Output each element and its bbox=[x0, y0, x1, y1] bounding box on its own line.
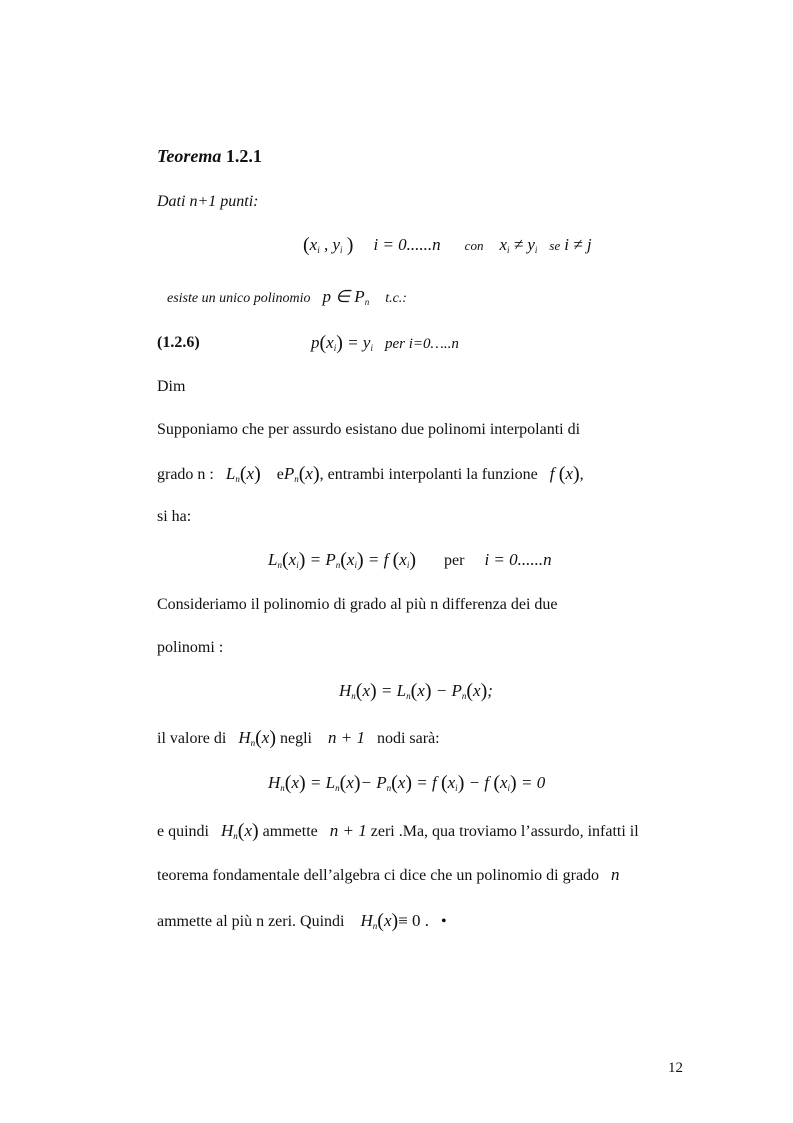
math-Hn-zero: $H_n(x) = L_n(x)- P_n(x) = f$ $(x_i) - f$ $(x_i) = 0$ bbox=[268, 772, 546, 794]
intro-text: Dati n+1 punti: bbox=[157, 193, 259, 210]
para4-line3-b: ≡ 0 . bbox=[398, 911, 430, 930]
math-Ln: $L_n(x)$ bbox=[225, 463, 261, 485]
math-Hn-2: $H_n(x)$ bbox=[221, 820, 259, 842]
math-Hn: $H_n(x)$ bbox=[238, 727, 276, 749]
per-range: per i=0…..n bbox=[384, 336, 459, 352]
para3-c: n + 1 bbox=[327, 728, 365, 747]
para3-a: il valore di bbox=[157, 730, 227, 747]
con-word: con bbox=[464, 238, 484, 253]
eq2-range: i = 0......n bbox=[484, 550, 552, 569]
page-number: 12 bbox=[668, 1060, 683, 1076]
math-Hn-3: $H_n(x)$ bbox=[360, 910, 399, 932]
math-Pn: $P_n(x)$ bbox=[283, 463, 320, 485]
para4-line1-d: zeri .Ma, qua troviamo l’assurdo, infatti il bbox=[370, 823, 639, 840]
para1-line2-a: grado n : bbox=[157, 466, 214, 483]
math-point: ($x_i$ , $y_i$ ) bbox=[303, 234, 354, 256]
para1-line2-b: e bbox=[276, 466, 284, 483]
para1-line1: Supponiamo che per assurdo esistano due polinomi interpolanti di bbox=[157, 421, 581, 438]
equation-1-2-6 bbox=[311, 332, 459, 358]
para3-d: nodi sarà: bbox=[376, 730, 440, 747]
theorem-title: Teorema bbox=[157, 146, 222, 166]
math-ij: i ≠ j bbox=[564, 235, 592, 254]
para3 bbox=[157, 727, 440, 753]
math-p-in-Pn: p ∈ $P_n$ bbox=[322, 287, 370, 307]
math-fx: f (x) bbox=[549, 463, 580, 485]
dim-label: Dim bbox=[157, 378, 186, 395]
para4-line2-n: n bbox=[611, 865, 620, 884]
exists-text: esiste un unico polinomio bbox=[167, 291, 311, 306]
equation-4 bbox=[268, 772, 545, 798]
para4-line3 bbox=[157, 910, 447, 936]
para4-line2-text: teorema fondamentale dell’algebra ci dice che un polinomio di grado bbox=[157, 867, 600, 884]
para4-line1-a: e quindi bbox=[157, 823, 209, 840]
para4-line3-a: ammette al più n zeri. Quindi bbox=[157, 913, 345, 930]
math-Hn-def: $H_n(x) = L_n(x) - P_n(x)$; bbox=[339, 680, 493, 702]
condition-line bbox=[303, 234, 592, 260]
math-neq: $x_i \ne y_i$ bbox=[499, 235, 538, 255]
equation-2 bbox=[268, 549, 552, 575]
math-equal-chain: $L_n(x_i) = P_n(x_i) = f$ $(x_i)$ bbox=[268, 549, 416, 571]
math-range: i = 0......n bbox=[373, 235, 441, 254]
para2-line1: Consideriamo il polinomio di grado al più n differenza dei due bbox=[157, 596, 558, 613]
para1-line3: si ha: bbox=[157, 508, 192, 525]
tc-text: t.c.: bbox=[385, 291, 407, 306]
para4-line1-c: n + 1 bbox=[329, 821, 367, 840]
para4-line1-b: ammette bbox=[262, 823, 318, 840]
para2-line2: polinomi : bbox=[157, 639, 224, 656]
para1-line2-c: , entrambi interpolanti la funzione bbox=[319, 466, 538, 483]
para3-b: negli bbox=[279, 730, 312, 747]
math-interp-condition: $p(x_i) = y_i$ bbox=[311, 332, 373, 354]
equation-label: (1.2.6) bbox=[157, 334, 200, 351]
qed-bullet: • bbox=[441, 913, 447, 930]
equation-3 bbox=[339, 680, 493, 706]
theorem-number: 1.2.1 bbox=[225, 146, 262, 166]
para4-line2 bbox=[157, 865, 620, 886]
exists-line bbox=[167, 287, 407, 312]
para4-line1 bbox=[157, 820, 639, 846]
theorem-heading bbox=[157, 146, 262, 166]
para1-line2: grado n : $L_n(x)$ $eP_n(x)$, entrambi interpolanti la funzione f (x), bbox=[157, 463, 584, 485]
se-word: se bbox=[549, 238, 561, 253]
eq2-per: per bbox=[444, 552, 465, 569]
